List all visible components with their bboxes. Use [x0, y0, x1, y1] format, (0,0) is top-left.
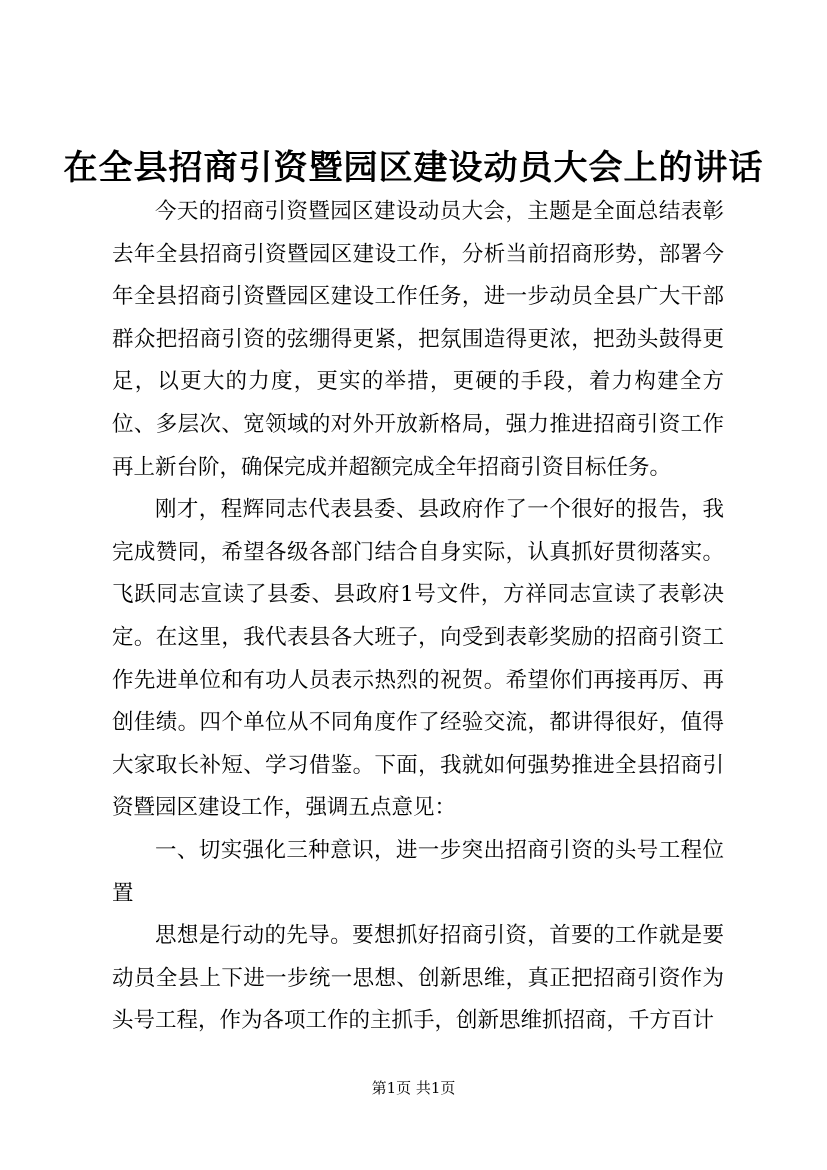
- paragraph-report-comments: 刚才，程辉同志代表县委、县政府作了一个很好的报告，我完成赞同，希望各级各部门结合自身实际，认真抓好贯彻落实。飞跃同志宣读了县委、县政府1号文件，方祥同志宣读了表彰决定。在这里，我代表县各大班子，向受到表彰奖励的招商引资工作先进单位和有功人员表示热烈的祝贺。希望你们再接再厉、再创佳绩。四个单位从不同角度作了经验交流，都讲得很好，值得大家取长补短、学习借鉴。下面，我就如何强势推进全县招商引资暨园区建设工作，强调五点意见：: [112, 497, 724, 821]
- document-title: 在全县招商引资暨园区建设动员大会上的讲话: [63, 148, 764, 188]
- document-body: [112, 191, 724, 1043]
- section-heading-one: 一、切实强化三种意识，进一步突出招商引资的头号工程位置: [112, 837, 724, 906]
- paragraph-thinking-guide: 思想是行动的先导。要想抓好招商引资，首要的工作就是要动员全县上下进一步统一思想、创新思维，真正把招商引资作为头号工程，作为各项工作的主抓手，创新思维抓招商，千方百计: [112, 923, 724, 1034]
- paragraph-opening: 今天的招商引资暨园区建设动员大会，主题是全面总结表彰去年全县招商引资暨园区建设工作，分析当前招商形势，部署今年全县招商引资暨园区建设工作任务，进一步动员全县广大干部群众把招商引资的弦绷得更紧，把氛围造得更浓，把劲头鼓得更足，以更大的力度，更实的举措，更硬的手段，着力构建全方位、多层次、宽领域的对外开放新格局，强力推进招商引资工作再上新台阶，确保完成并超额完成全年招商引资目标任务。: [112, 199, 724, 480]
- page-number-footer: 第1页 共1页: [371, 1079, 456, 1097]
